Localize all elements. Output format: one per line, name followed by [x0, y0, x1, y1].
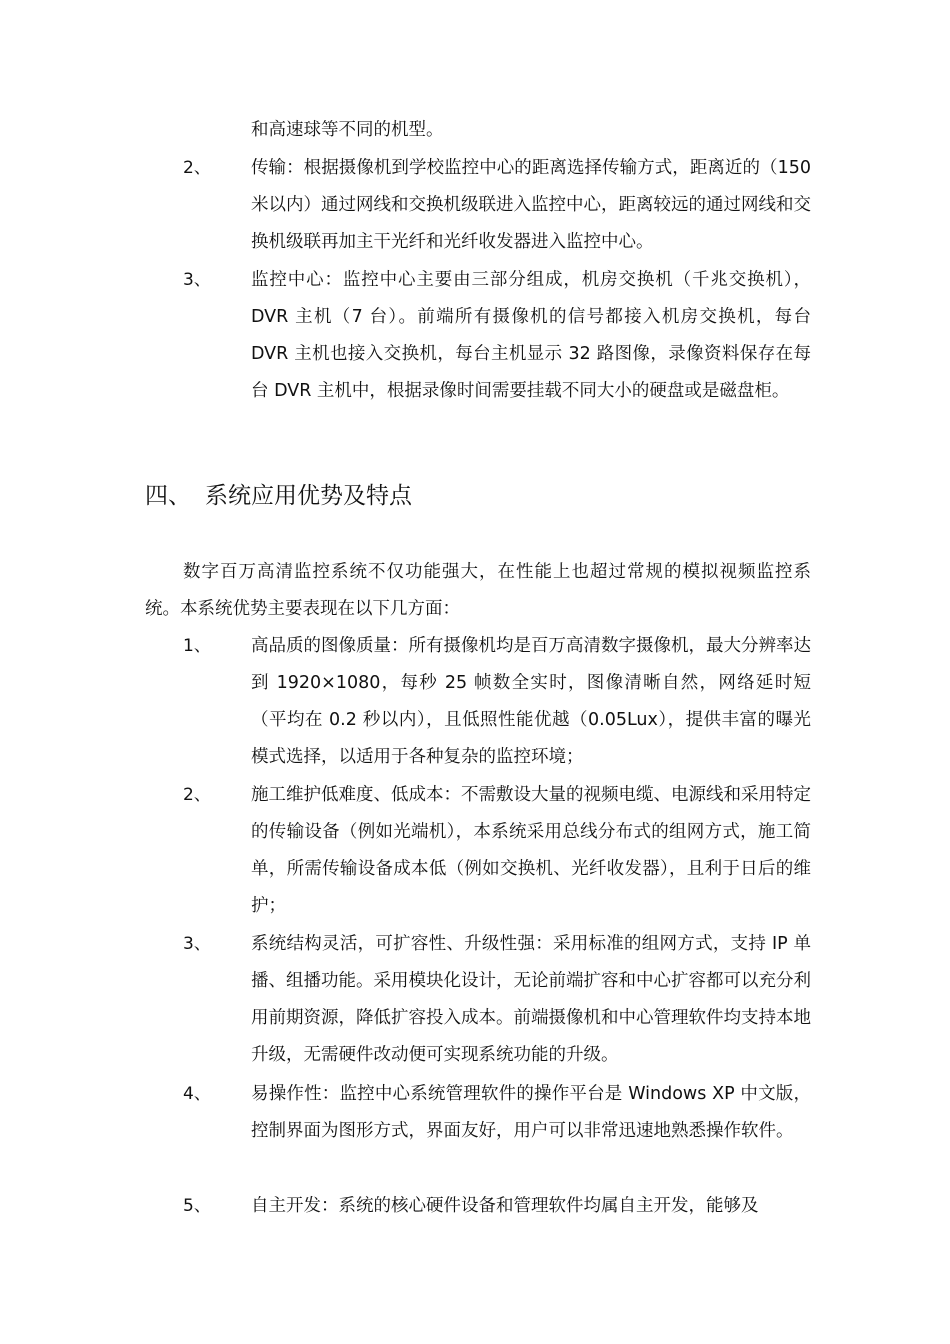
- list-item-number: 1、: [183, 636, 211, 656]
- list-item: [145, 150, 815, 261]
- list-item-text: 系统结构灵活，可扩容性、升级性强：采用标准的组网方式，支持 IP 单播、组播功能。采用模块化设计，无论前端扩容和中心扩容都可以充分利用前期资源，降低扩容投入成本。前端摄像机和中心管理软件均支持本地升级，无需硬件改动便可实现系统功能的升级。: [251, 934, 811, 1065]
- section-heading-title: 系统应用优势及特点: [205, 483, 412, 509]
- list-item: [145, 262, 815, 410]
- list-item: [145, 777, 815, 925]
- list-item-text: 传输：根据摄像机到学校监控中心的距离选择传输方式，距离近的（150 米以内）通过网线和交换机级联进入监控中心，距离较远的通过网线和交换机级联再加主干光纤和光纤收发器进入监控中心。: [251, 158, 811, 252]
- section-heading: [145, 476, 412, 516]
- continuation-paragraph: 和高速球等不同的机型。: [251, 120, 444, 140]
- list-item: [145, 628, 815, 776]
- list-item-text: 高品质的图像质量：所有摄像机均是百万高清数字摄像机，最大分辨率达到 1920×1080，每秒 25 帧数全实时，图像清晰自然，网络延时短（平均在 0.2 秒以内），且低照性能优越（0.05Lux），提供丰富的曝光模式选择，以适用于各种复杂的监控环境；: [251, 636, 811, 767]
- list-item-text: 易操作性：监控中心系统管理软件的操作平台是 Windows XP 中文版，控制界面为图形方式，界面友好，用户可以非常迅速地熟悉操作软件。: [251, 1084, 811, 1141]
- list-item: [145, 1076, 815, 1150]
- list-item: [145, 926, 815, 1074]
- list-item: [145, 1188, 815, 1225]
- intro-paragraph: 数字百万高清监控系统不仅功能强大，在性能上也超过常规的模拟视频监控系统。本系统优势主要表现在以下几方面：: [145, 562, 811, 619]
- list-item-number: 3、: [183, 934, 211, 954]
- list-item-number: 3、: [183, 270, 211, 290]
- list-item-number: 2、: [183, 785, 211, 805]
- list-item-number: 4、: [183, 1084, 211, 1104]
- list-item-number: 5、: [183, 1196, 211, 1216]
- list-item-number: 2、: [183, 158, 211, 178]
- list-item-text: 施工维护低难度、低成本：不需敷设大量的视频电缆、电源线和采用特定的传输设备（例如光端机），本系统采用总线分布式的组网方式，施工简单，所需传输设备成本低（例如交换机、光纤收发器），且利于日后的维护；: [251, 785, 811, 916]
- section-heading-number: 四、: [145, 483, 191, 509]
- list-item-text: 自主开发：系统的核心硬件设备和管理软件均属自主开发，能够及: [251, 1196, 759, 1216]
- list-item-text: 监控中心：监控中心主要由三部分组成，机房交换机（千兆交换机），DVR 主机（7 台）。前端所有摄像机的信号都接入机房交换机，每台 DVR 主机也接入交换机，每台主机显示 32 路图像，录像资料保存在每台 DVR 主机中，根据录像时间需要挂载不同大小的硬盘或是磁盘柜。: [251, 270, 811, 401]
